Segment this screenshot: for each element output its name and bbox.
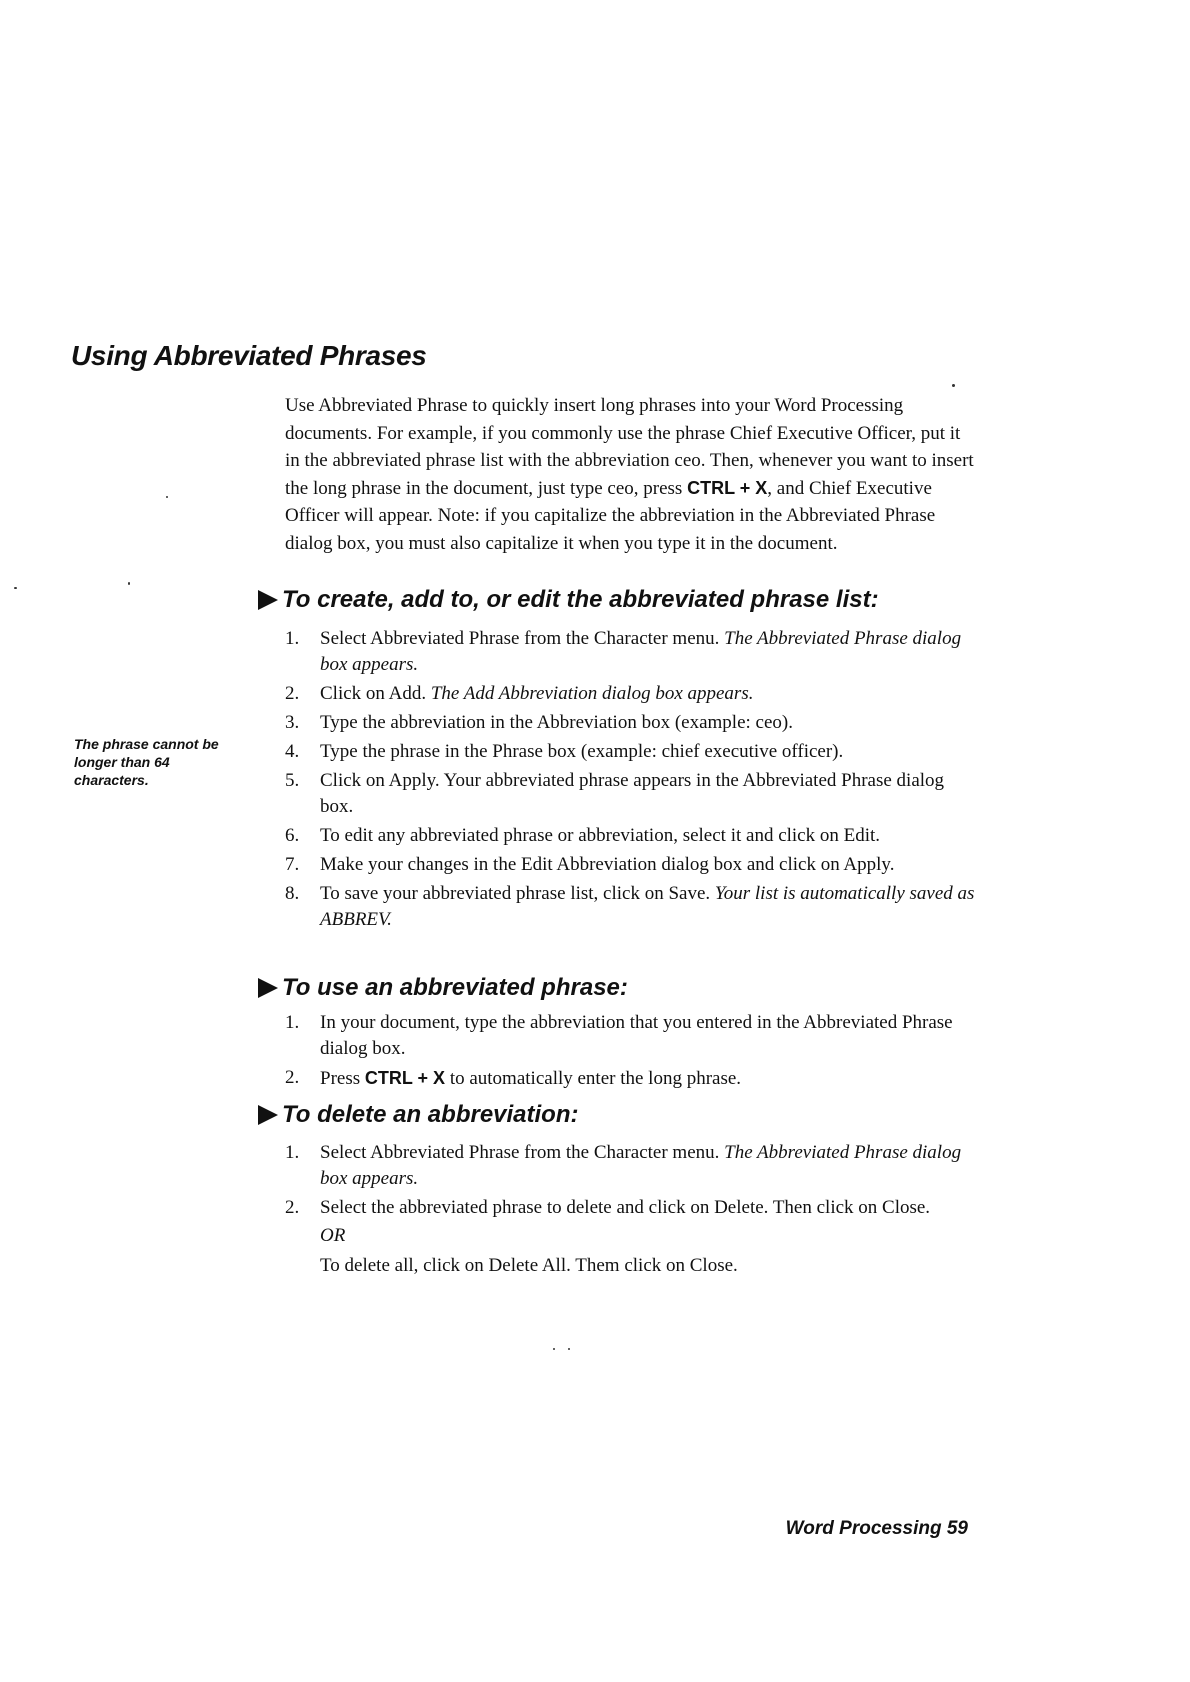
step-result: The Add Abbreviation dialog box appears. xyxy=(430,683,754,704)
step-number: 1. xyxy=(285,628,300,649)
step-text: To edit any abbreviated phrase or abbreviation, select it and click on Edit. xyxy=(320,825,881,846)
step-text: To save your abbreviated phrase list, click on Save. xyxy=(320,883,715,904)
step-text: In your document, type the abbreviation that you entered in the Abbreviated Phrase dialog box. xyxy=(320,1012,953,1059)
step-number: 4. xyxy=(285,741,300,762)
steps-list-delete xyxy=(285,1140,975,1282)
page-title: Using Abbreviated Phrases xyxy=(71,340,427,371)
step-number: 6. xyxy=(285,825,300,846)
step-result: The Abbreviated Phrase dialog box appears. xyxy=(320,628,962,675)
list-item xyxy=(285,626,975,678)
list-item xyxy=(285,739,975,765)
step-number: 3. xyxy=(285,712,300,733)
arrow-right-icon xyxy=(258,978,278,998)
step-text: Select the abbreviated phrase to delete and click on Delete. Then click on Close. xyxy=(320,1197,931,1218)
list-item xyxy=(285,1140,975,1192)
list-item xyxy=(285,1010,975,1062)
scan-speck xyxy=(128,582,130,585)
step-number: 8. xyxy=(285,883,300,904)
step-number: 2. xyxy=(285,683,300,704)
intro-paragraph xyxy=(285,392,975,557)
step-number: 2. xyxy=(285,1067,300,1088)
step-text: Select Abbreviated Phrase from the Character menu. xyxy=(320,1142,725,1163)
step-number: 5. xyxy=(285,770,300,791)
step-text: Press xyxy=(320,1068,365,1089)
scan-speck xyxy=(553,1348,555,1350)
list-item xyxy=(285,1195,975,1279)
section-heading-use xyxy=(258,974,628,1002)
list-item xyxy=(285,1065,975,1092)
step-number: 7. xyxy=(285,854,300,875)
step-alternative: To delete all, click on Delete All. Them click on Close. xyxy=(320,1255,738,1276)
section-heading-text: To delete an abbreviation: xyxy=(282,1101,579,1128)
section-heading-text: To use an abbreviated phrase: xyxy=(282,974,628,1001)
intro-text-1: Use Abbreviated Phrase to quickly insert long phrases into your Word Processing documents. For example, if you commonly use the phrase Chief Executive Officer, put it in the abbreviated phrase list with the abbreviation ceo. Then, whenever you want to insert the long phrase in the document, just type ceo, press xyxy=(285,395,974,499)
step-text: Type the abbreviation in the Abbreviation box (example: ceo). xyxy=(320,712,793,733)
margin-note: The phrase cannot be longer than 64 characters. xyxy=(74,736,219,788)
list-item xyxy=(285,681,975,707)
step-text: Click on Add. xyxy=(320,683,431,704)
arrow-right-icon xyxy=(258,1105,278,1125)
section-heading-create xyxy=(258,586,879,614)
list-item xyxy=(285,768,975,820)
step-number: 1. xyxy=(285,1142,300,1163)
step-result: The Abbreviated Phrase dialog box appears. xyxy=(320,1142,962,1189)
page-footer: Word Processing 59 xyxy=(785,1518,968,1539)
list-item xyxy=(285,852,975,878)
steps-list-create xyxy=(285,626,975,936)
or-label: OR xyxy=(320,1225,346,1246)
list-item xyxy=(285,881,975,933)
list-item xyxy=(285,823,975,849)
step-text: Click on Apply. Your abbreviated phrase appears in the Abbreviated Phrase dialog box. xyxy=(320,770,945,817)
step-number: 1. xyxy=(285,1012,300,1033)
scan-speck xyxy=(568,1348,570,1350)
list-item xyxy=(285,710,975,736)
scan-speck xyxy=(952,384,955,387)
section-heading-delete xyxy=(258,1101,579,1129)
step-text: to automatically enter the long phrase. xyxy=(445,1068,742,1089)
step-text: Select Abbreviated Phrase from the Character menu. xyxy=(320,628,725,649)
step-result: Your list is automatically saved as ABBREV. xyxy=(320,883,975,930)
key-combo: CTRL + X xyxy=(364,1068,446,1088)
step-number: 2. xyxy=(285,1197,300,1218)
step-text: Make your changes in the Edit Abbreviation dialog box and click on Apply. xyxy=(320,854,895,875)
scan-speck xyxy=(166,496,168,498)
steps-list-use xyxy=(285,1010,975,1095)
section-heading-text: To create, add to, or edit the abbreviated phrase list: xyxy=(282,586,879,613)
step-text: Type the phrase in the Phrase box (example: chief executive officer). xyxy=(320,741,844,762)
arrow-right-icon xyxy=(258,590,278,610)
intro-text-2: , and Chief Executive Officer will appear. Note: if you capitalize the abbreviation in the Abbreviated Phrase dialog box, you must also capitalize it when you type it in the document. xyxy=(285,477,936,554)
scan-speck xyxy=(14,587,17,589)
intro-key-combo: CTRL + X xyxy=(687,477,768,498)
